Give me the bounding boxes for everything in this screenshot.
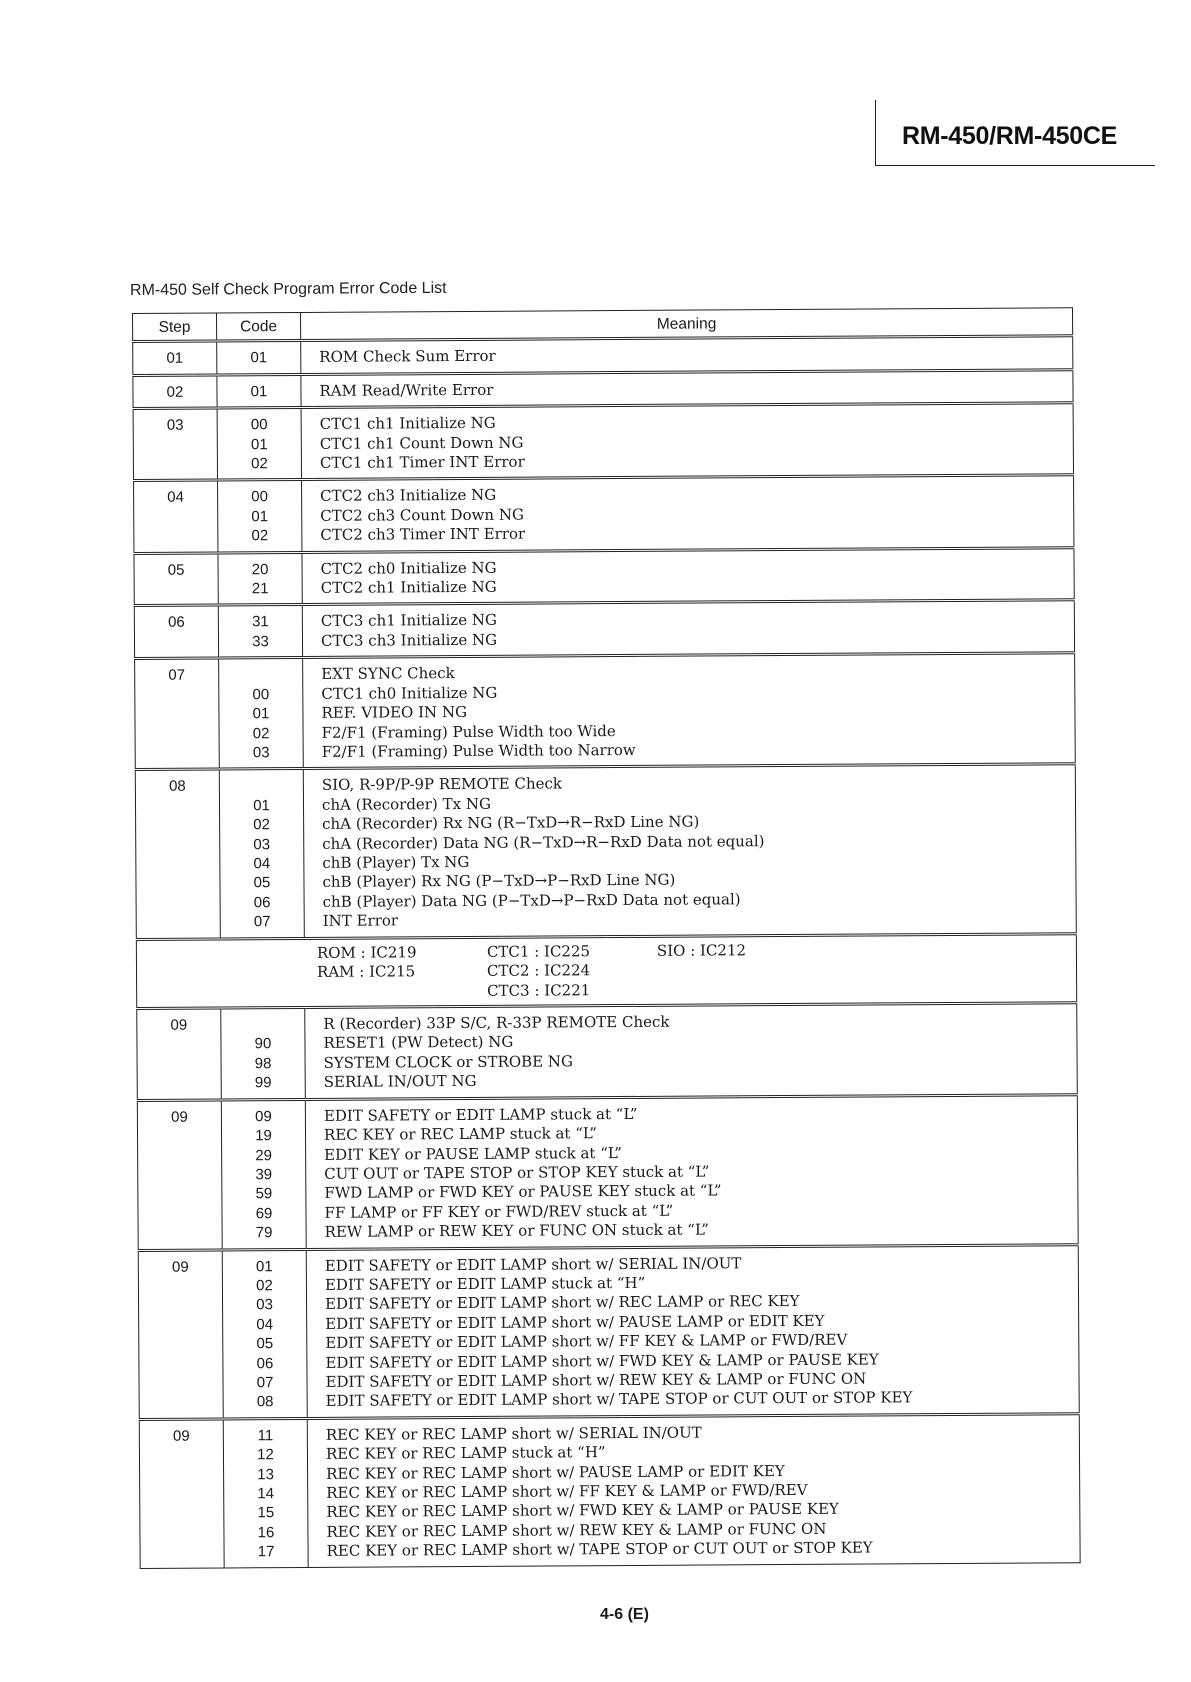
error-code: 29 [255,1146,273,1164]
meaning-line: REC KEY or REC LAMP short w/ FF KEY & LAMP or FWD/REV [326,1480,808,1502]
meaning-line: EDIT SAFETY or EDIT LAMP short w/ SERIAL IN/OUT [324,1253,742,1275]
error-code: 01 [251,508,269,526]
meaning-line: chA (Recorder) Data NG (R−TxD→R−RxD Data not equal) [322,831,765,853]
meaning-line: INT Error [322,911,399,931]
code-cell [221,1099,306,1249]
meaning-line: REC KEY or REC LAMP short w/ REW KEY & LAMP or FUNC ON [326,1519,827,1541]
table-row [134,475,1074,553]
error-code: 04 [253,855,271,873]
meaning-line: chA (Recorder) Tx NG [321,794,491,814]
meaning-line: chB (Player) Rx NG (P−TxD→P−RxD Line NG) [322,871,676,892]
meaning-cell [306,1244,1079,1418]
table-row [135,764,1076,939]
table-row [137,1003,1078,1100]
error-code: 21 [251,580,269,598]
error-code: 03 [256,1296,273,1314]
meaning-line: EDIT SAFETY or EDIT LAMP short w/ TAPE STOP or CUT OUT or STOP KEY [325,1388,913,1411]
table-row [138,1244,1079,1419]
error-code: 01 [255,1257,273,1275]
code-cell [219,658,304,770]
code-cell [218,605,302,658]
error-code: 07 [253,913,271,931]
meaning-line: EDIT SAFETY or EDIT LAMP stuck at “H” [324,1273,646,1294]
meaning-line: CTC2 ch0 Initialize NG [320,558,497,578]
error-code: 05 [253,874,271,892]
table-body [133,336,1080,1568]
meaning-line: F2/F1 (Framing) Pulse Width too Wide [321,721,616,742]
meaning-line: chA (Recorder) Rx NG (R−TxD→R−RxD Line NG) [322,812,700,833]
step-cell: 09 [139,1419,224,1568]
meaning-line: REC KEY or REC LAMP short w/ TAPE STOP or CUT OUT or STOP KEY [326,1538,873,1561]
step-cell: 09 [137,1008,222,1100]
error-code-table [132,307,1081,1568]
meaning-line: FWD LAMP or FWD KEY or PAUSE KEY stuck at “L” [324,1181,722,1203]
meaning-line: REF. VIDEO IN NG [321,703,468,722]
meaning-line: SERIAL IN/OUT NG [323,1072,477,1092]
code-cell [221,1008,306,1100]
ic-ram: RAM : IC215 [316,962,416,981]
ic-empty [657,979,827,1000]
code-column-header: Code [217,312,301,341]
error-code: 02 [256,1277,273,1295]
meaning-line: REW LAMP or REW KEY or FUNC ON stuck at “L” [324,1220,710,1241]
code-cell [217,341,301,375]
ic-note-cell [136,933,1076,1008]
meaning-cell [301,403,1073,480]
step-cell: 07 [135,658,220,770]
error-code: 01 [250,435,268,453]
model-title: RM-450/RM-450CE [902,122,1118,150]
meaning-line: EDIT SAFETY or EDIT LAMP short w/ REW KEY & LAMP or FUNC ON [325,1369,867,1391]
meaning-line: REC KEY or REC LAMP short w/ SERIAL IN/OUT [325,1423,702,1444]
meaning-line: CTC2 ch3 Count Down NG [320,505,524,525]
step-cell: 09 [137,1100,222,1250]
meaning-line: EDIT SAFETY or EDIT LAMP short w/ REC LAMP or REC KEY [325,1292,800,1314]
error-code: 99 [254,1074,272,1092]
error-code: 12 [257,1446,274,1464]
code-cell [222,1249,307,1419]
meaning-line: CTC1 ch0 Initialize NG [321,683,498,703]
meaning-line: CUT OUT or TAPE STOP or STOP KEY stuck at “L” [324,1162,710,1183]
ic-note-grid [317,939,1076,1002]
error-code: 06 [256,1354,274,1372]
meaning-column-header: Meaning [300,308,1072,341]
table-row [137,1094,1078,1250]
error-code-table-wrapper [132,307,1080,1568]
error-code: 01 [252,705,270,723]
error-code: 04 [256,1315,274,1334]
error-code [221,1015,304,1035]
error-code: 08 [256,1393,274,1411]
code-cell [217,408,301,481]
meaning-cell [303,653,1076,769]
error-code: 00 [250,416,268,434]
meaning-cell [307,1414,1080,1568]
table-row [134,547,1074,606]
meaning-line: R (Recorder) 33P S/C, R-33P REMOTE Check [323,1012,670,1033]
error-code: 20 [251,560,269,578]
error-code: 17 [257,1543,275,1561]
error-code: 06 [253,893,271,912]
error-code: 39 [255,1166,273,1184]
meaning-cell [301,370,1073,408]
meaning-line: EDIT KEY or PAUSE LAMP stuck at “L” [324,1143,622,1164]
meaning-line: chB (Player) Data NG (P−TxD→P−RxD Data not equal) [322,890,741,911]
ic-sio: SIO : IC212 [656,940,747,960]
meaning-line: EXT SYNC Check [321,664,455,684]
error-code: 98 [254,1055,272,1073]
error-code [219,665,302,685]
step-column-header: Step [133,313,217,342]
meaning-cell [305,1003,1078,1099]
error-code [220,776,303,796]
meaning-line: CTC2 ch3 Timer INT Error [320,524,526,545]
error-code: 01 [250,382,268,401]
error-code: 14 [257,1485,275,1503]
error-code: 69 [255,1204,273,1222]
step-cell: 05 [134,553,218,606]
meaning-line: EDIT SAFETY or EDIT LAMP stuck at “L” [323,1104,638,1125]
code-cell [218,552,302,605]
meaning-line: CTC1 ch1 Timer INT Error [319,452,525,472]
meaning-line: EDIT SAFETY or EDIT LAMP short w/ FF KEY & LAMP or FWD/REV [325,1330,848,1352]
meaning-cell [301,336,1073,374]
error-code: 11 [257,1426,274,1445]
error-code: 02 [251,455,268,473]
error-code: 31 [251,613,269,631]
meaning-line: SIO, R-9P/P-9P REMOTE Check [321,774,563,795]
ic-ctc2: CTC2 : IC224 [486,961,591,980]
meaning-cell [303,764,1076,938]
error-code: 00 [252,685,270,703]
step-cell: 09 [138,1249,223,1419]
error-code: 03 [253,835,271,853]
page-number: 4-6 (E) [600,1606,649,1623]
step-cell: 06 [134,605,218,658]
error-code: 90 [254,1035,272,1053]
ic-empty [317,981,487,1002]
meaning-line: REC KEY or REC LAMP short w/ PAUSE LAMP or EDIT KEY [326,1461,785,1483]
code-cell [217,374,301,408]
meaning-line: F2/F1 (Framing) Pulse Width too Narrow [321,740,636,761]
meaning-line: RAM Read/Write Error [319,380,494,400]
meaning-line: chB (Player) Tx NG [322,852,470,872]
meaning-cell [302,547,1074,605]
step-cell: 01 [133,341,217,375]
meaning-line: ROM Check Sum Error [319,347,496,367]
table-row [134,600,1074,659]
step-cell: 04 [134,480,218,553]
meaning-line: CTC1 ch1 Initialize NG [319,413,496,434]
error-code: 00 [251,488,269,506]
table-row [139,1414,1080,1569]
error-code: 15 [257,1504,275,1522]
code-cell [218,480,302,553]
error-code: 19 [255,1127,272,1145]
error-code: 16 [257,1523,275,1542]
error-code: 09 [255,1107,272,1125]
table-row [133,403,1073,481]
code-cell [223,1418,308,1567]
error-code: 02 [251,527,269,545]
error-code: 05 [256,1335,274,1353]
meaning-line: REC KEY or REC LAMP short w/ FWD KEY & LAMP or PAUSE KEY [326,1500,839,1522]
step-cell: 08 [135,769,220,939]
error-code: 33 [252,633,269,651]
meaning-line: EDIT SAFETY or EDIT LAMP short w/ PAUSE LAMP or EDIT KEY [325,1311,825,1333]
ic-note-row [136,933,1076,1008]
meaning-line: CTC1 ch1 Count Down NG [319,433,524,453]
error-code: 03 [252,744,270,762]
error-code: 79 [255,1224,273,1242]
meaning-line: FF LAMP or FF KEY or FWD/REV stuck at “L” [324,1201,674,1222]
ic-empty [657,960,827,981]
meaning-line: REC KEY or REC LAMP stuck at “H” [325,1443,606,1464]
table-row [135,653,1076,770]
ic-rom: ROM : IC219 [316,942,417,962]
meaning-line: CTC3 ch3 Initialize NG [320,630,498,650]
meaning-cell [302,475,1074,552]
meaning-cell [305,1094,1078,1249]
meaning-cell [302,600,1074,658]
error-code: 07 [256,1374,274,1392]
ic-ctc3: CTC3 : IC221 [487,980,591,1000]
error-code: 02 [253,816,271,834]
meaning-line: CTC3 ch1 Initialize NG [320,611,497,631]
meaning-line: CTC2 ch1 Initialize NG [320,577,497,597]
step-cell: 03 [133,408,217,481]
error-code: 13 [257,1465,274,1483]
meaning-line: EDIT SAFETY or EDIT LAMP short w/ FWD KEY & LAMP or PAUSE KEY [325,1350,879,1372]
error-code: 01 [253,796,270,814]
meaning-line: CTC2 ch3 Initialize NG [320,486,497,506]
document-title: RM-450 Self Check Program Error Code List [129,279,447,299]
meaning-line: SYSTEM CLOCK or STROBE NG [323,1052,574,1072]
error-code: 59 [255,1185,273,1203]
code-cell [219,769,304,939]
meaning-line: RESET1 (PW Detect) NG [323,1033,514,1053]
step-cell: 02 [133,375,217,409]
ic-ctc1: CTC1 : IC225 [486,941,591,961]
error-code: 02 [252,724,270,742]
meaning-line: REC KEY or REC LAMP stuck at “L” [323,1124,597,1144]
error-code: 01 [250,349,268,367]
